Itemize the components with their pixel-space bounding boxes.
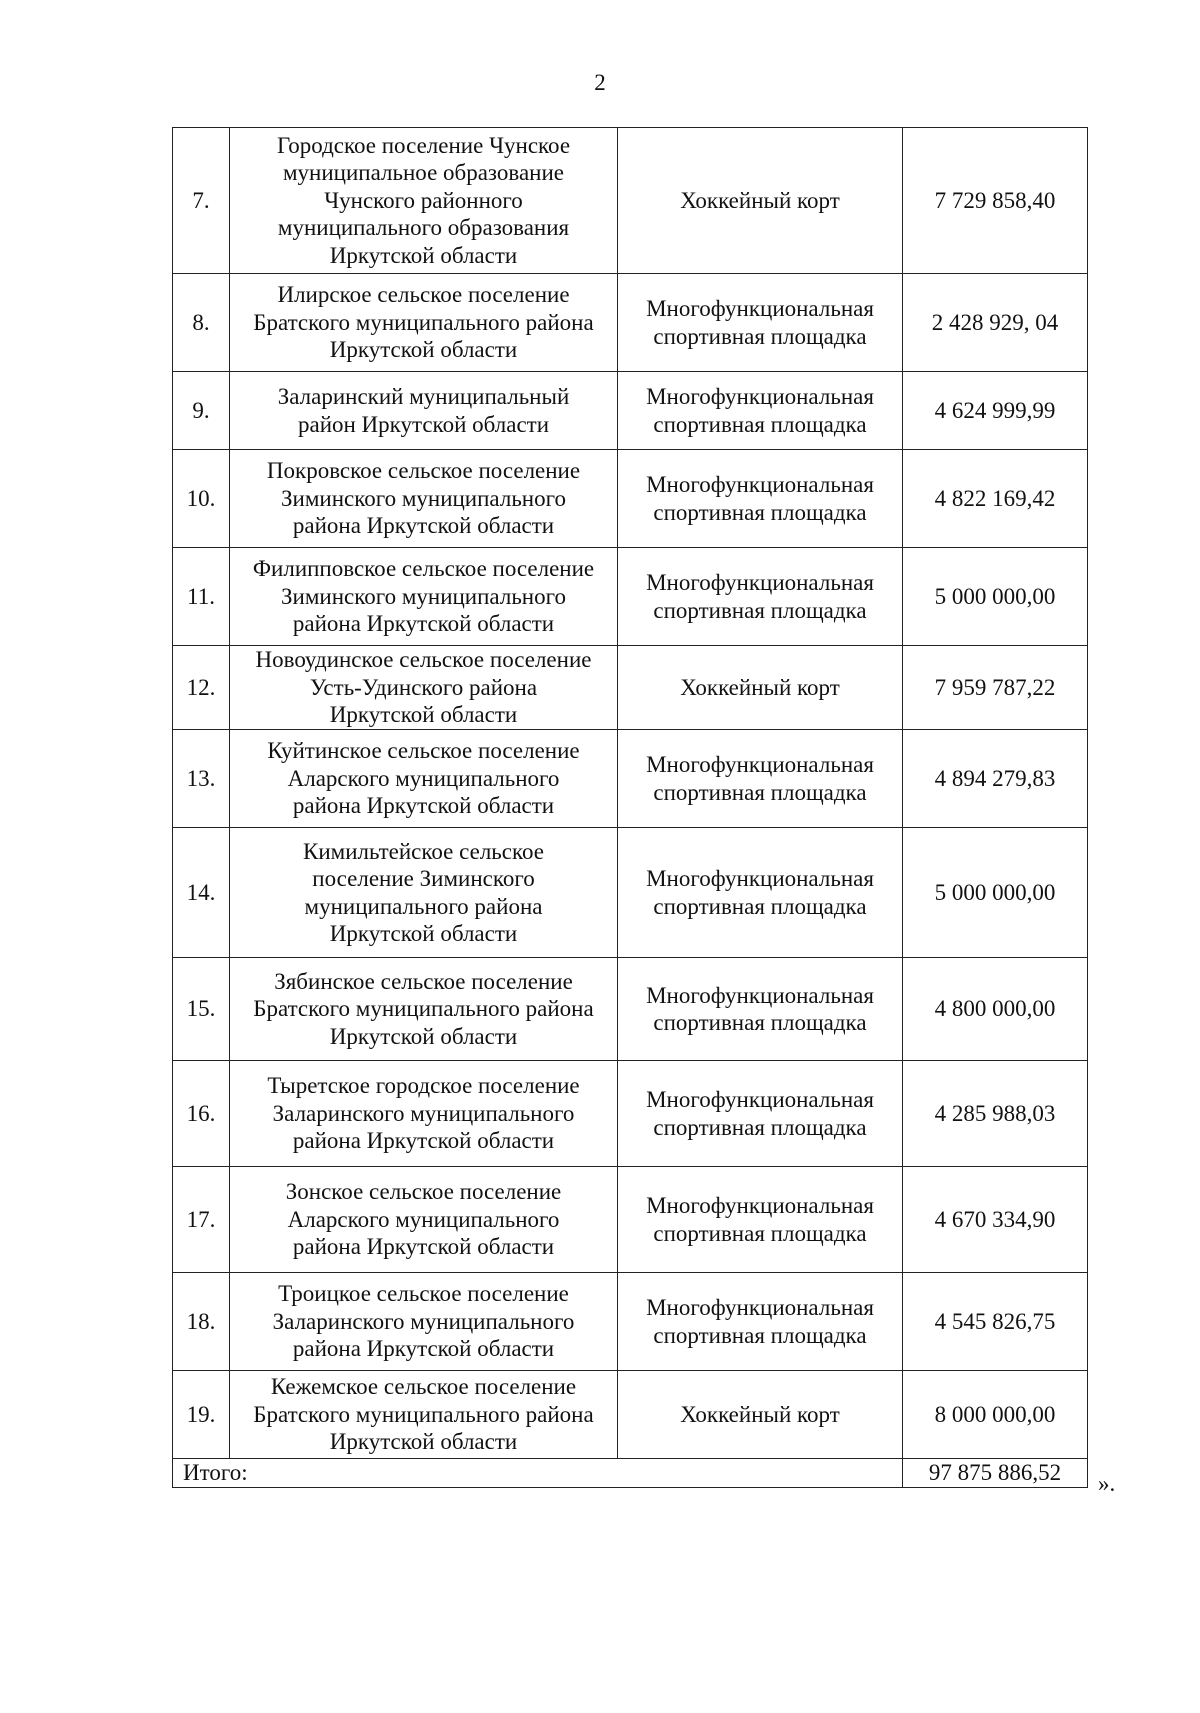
amount-value: 4 624 999,99: [903, 372, 1088, 450]
row-number: 15.: [173, 958, 230, 1061]
facility-type: Многофункциональная спортивная площадка: [618, 730, 903, 828]
facility-type: Многофункциональная спортивная площадка: [618, 828, 903, 958]
allocation-table: [172, 127, 1088, 1488]
table-row: [173, 730, 1088, 828]
municipality-name: Покровское сельское поселение Зиминского муниципального района Иркутской области: [230, 450, 618, 548]
row-number: 8.: [173, 274, 230, 372]
municipality-name: Зябинское сельское поселение Братского муниципального района Иркутской области: [230, 958, 618, 1061]
row-number: 14.: [173, 828, 230, 958]
amount-value: 5 000 000,00: [903, 828, 1088, 958]
amount-value: 4 822 169,42: [903, 450, 1088, 548]
table-row: [173, 372, 1088, 450]
row-number: 16.: [173, 1061, 230, 1167]
row-number: 10.: [173, 450, 230, 548]
municipality-name: Филипповское сельское поселение Зиминского муниципального района Иркутской области: [230, 548, 618, 646]
table-row: [173, 450, 1088, 548]
row-number: 17.: [173, 1167, 230, 1273]
row-number: 12.: [173, 646, 230, 730]
amount-value: 4 894 279,83: [903, 730, 1088, 828]
total-label: Итого:: [173, 1459, 903, 1488]
table-row: [173, 828, 1088, 958]
amount-value: 4 285 988,03: [903, 1061, 1088, 1167]
facility-type: Хоккейный корт: [618, 1371, 903, 1459]
row-number: 11.: [173, 548, 230, 646]
municipality-name: Зонское сельское поселение Аларского муниципального района Иркутской области: [230, 1167, 618, 1273]
table-row: [173, 646, 1088, 730]
row-number: 9.: [173, 372, 230, 450]
facility-type: Хоккейный корт: [618, 128, 903, 274]
municipality-name: Новоудинское сельское поселение Усть-Удинского района Иркутской области: [230, 646, 618, 730]
facility-type: Многофункциональная спортивная площадка: [618, 1061, 903, 1167]
row-number: 7.: [173, 128, 230, 274]
facility-type: Многофункциональная спортивная площадка: [618, 372, 903, 450]
amount-value: 4 800 000,00: [903, 958, 1088, 1061]
municipality-name: Заларинский муниципальный район Иркутской области: [230, 372, 618, 450]
municipality-name: Илирское сельское поселение Братского муниципального района Иркутской области: [230, 274, 618, 372]
table-row: [173, 128, 1088, 274]
facility-type: Многофункциональная спортивная площадка: [618, 1167, 903, 1273]
table-body: [173, 128, 1088, 1488]
facility-type: Многофункциональная спортивная площадка: [618, 274, 903, 372]
table-row: [173, 1167, 1088, 1273]
table-row: [173, 1061, 1088, 1167]
table-row: [173, 1273, 1088, 1371]
row-number: 18.: [173, 1273, 230, 1371]
facility-type: Многофункциональная спортивная площадка: [618, 450, 903, 548]
closing-quote: ».: [1098, 1471, 1116, 1496]
municipality-name: Троицкое сельское поселение Заларинского муниципального района Иркутской области: [230, 1273, 618, 1371]
table-row: [173, 1371, 1088, 1459]
facility-type: Хоккейный корт: [618, 646, 903, 730]
facility-type: Многофункциональная спортивная площадка: [618, 958, 903, 1061]
municipality-name: Кежемское сельское поселение Братского муниципального района Иркутской области: [230, 1371, 618, 1459]
municipality-name: Кимильтейское сельское поселение Зиминского муниципального района Иркутской области: [230, 828, 618, 958]
amount-value: 2 428 929, 04: [903, 274, 1088, 372]
facility-type: Многофункциональная спортивная площадка: [618, 548, 903, 646]
facility-type: Многофункциональная спортивная площадка: [618, 1273, 903, 1371]
municipality-name: Куйтинское сельское поселение Аларского муниципального района Иркутской области: [230, 730, 618, 828]
table-row: [173, 958, 1088, 1061]
table-row: [173, 548, 1088, 646]
municipality-name: Городское поселение Чунское муниципальное образование Чунского районного муниципального образования Иркутской области: [230, 128, 618, 274]
row-number: 13.: [173, 730, 230, 828]
amount-value: 8 000 000,00: [903, 1371, 1088, 1459]
amount-value: 4 670 334,90: [903, 1167, 1088, 1273]
table-row: [173, 274, 1088, 372]
total-row: [173, 1459, 1088, 1488]
municipality-name: Тыретское городское поселение Заларинского муниципального района Иркутской области: [230, 1061, 618, 1167]
amount-value: 7 729 858,40: [903, 128, 1088, 274]
amount-value: 4 545 826,75: [903, 1273, 1088, 1371]
total-amount: 97 875 886,52: [903, 1459, 1088, 1488]
row-number: 19.: [173, 1371, 230, 1459]
page-number: 2: [594, 70, 606, 95]
amount-value: 7 959 787,22: [903, 646, 1088, 730]
amount-value: 5 000 000,00: [903, 548, 1088, 646]
